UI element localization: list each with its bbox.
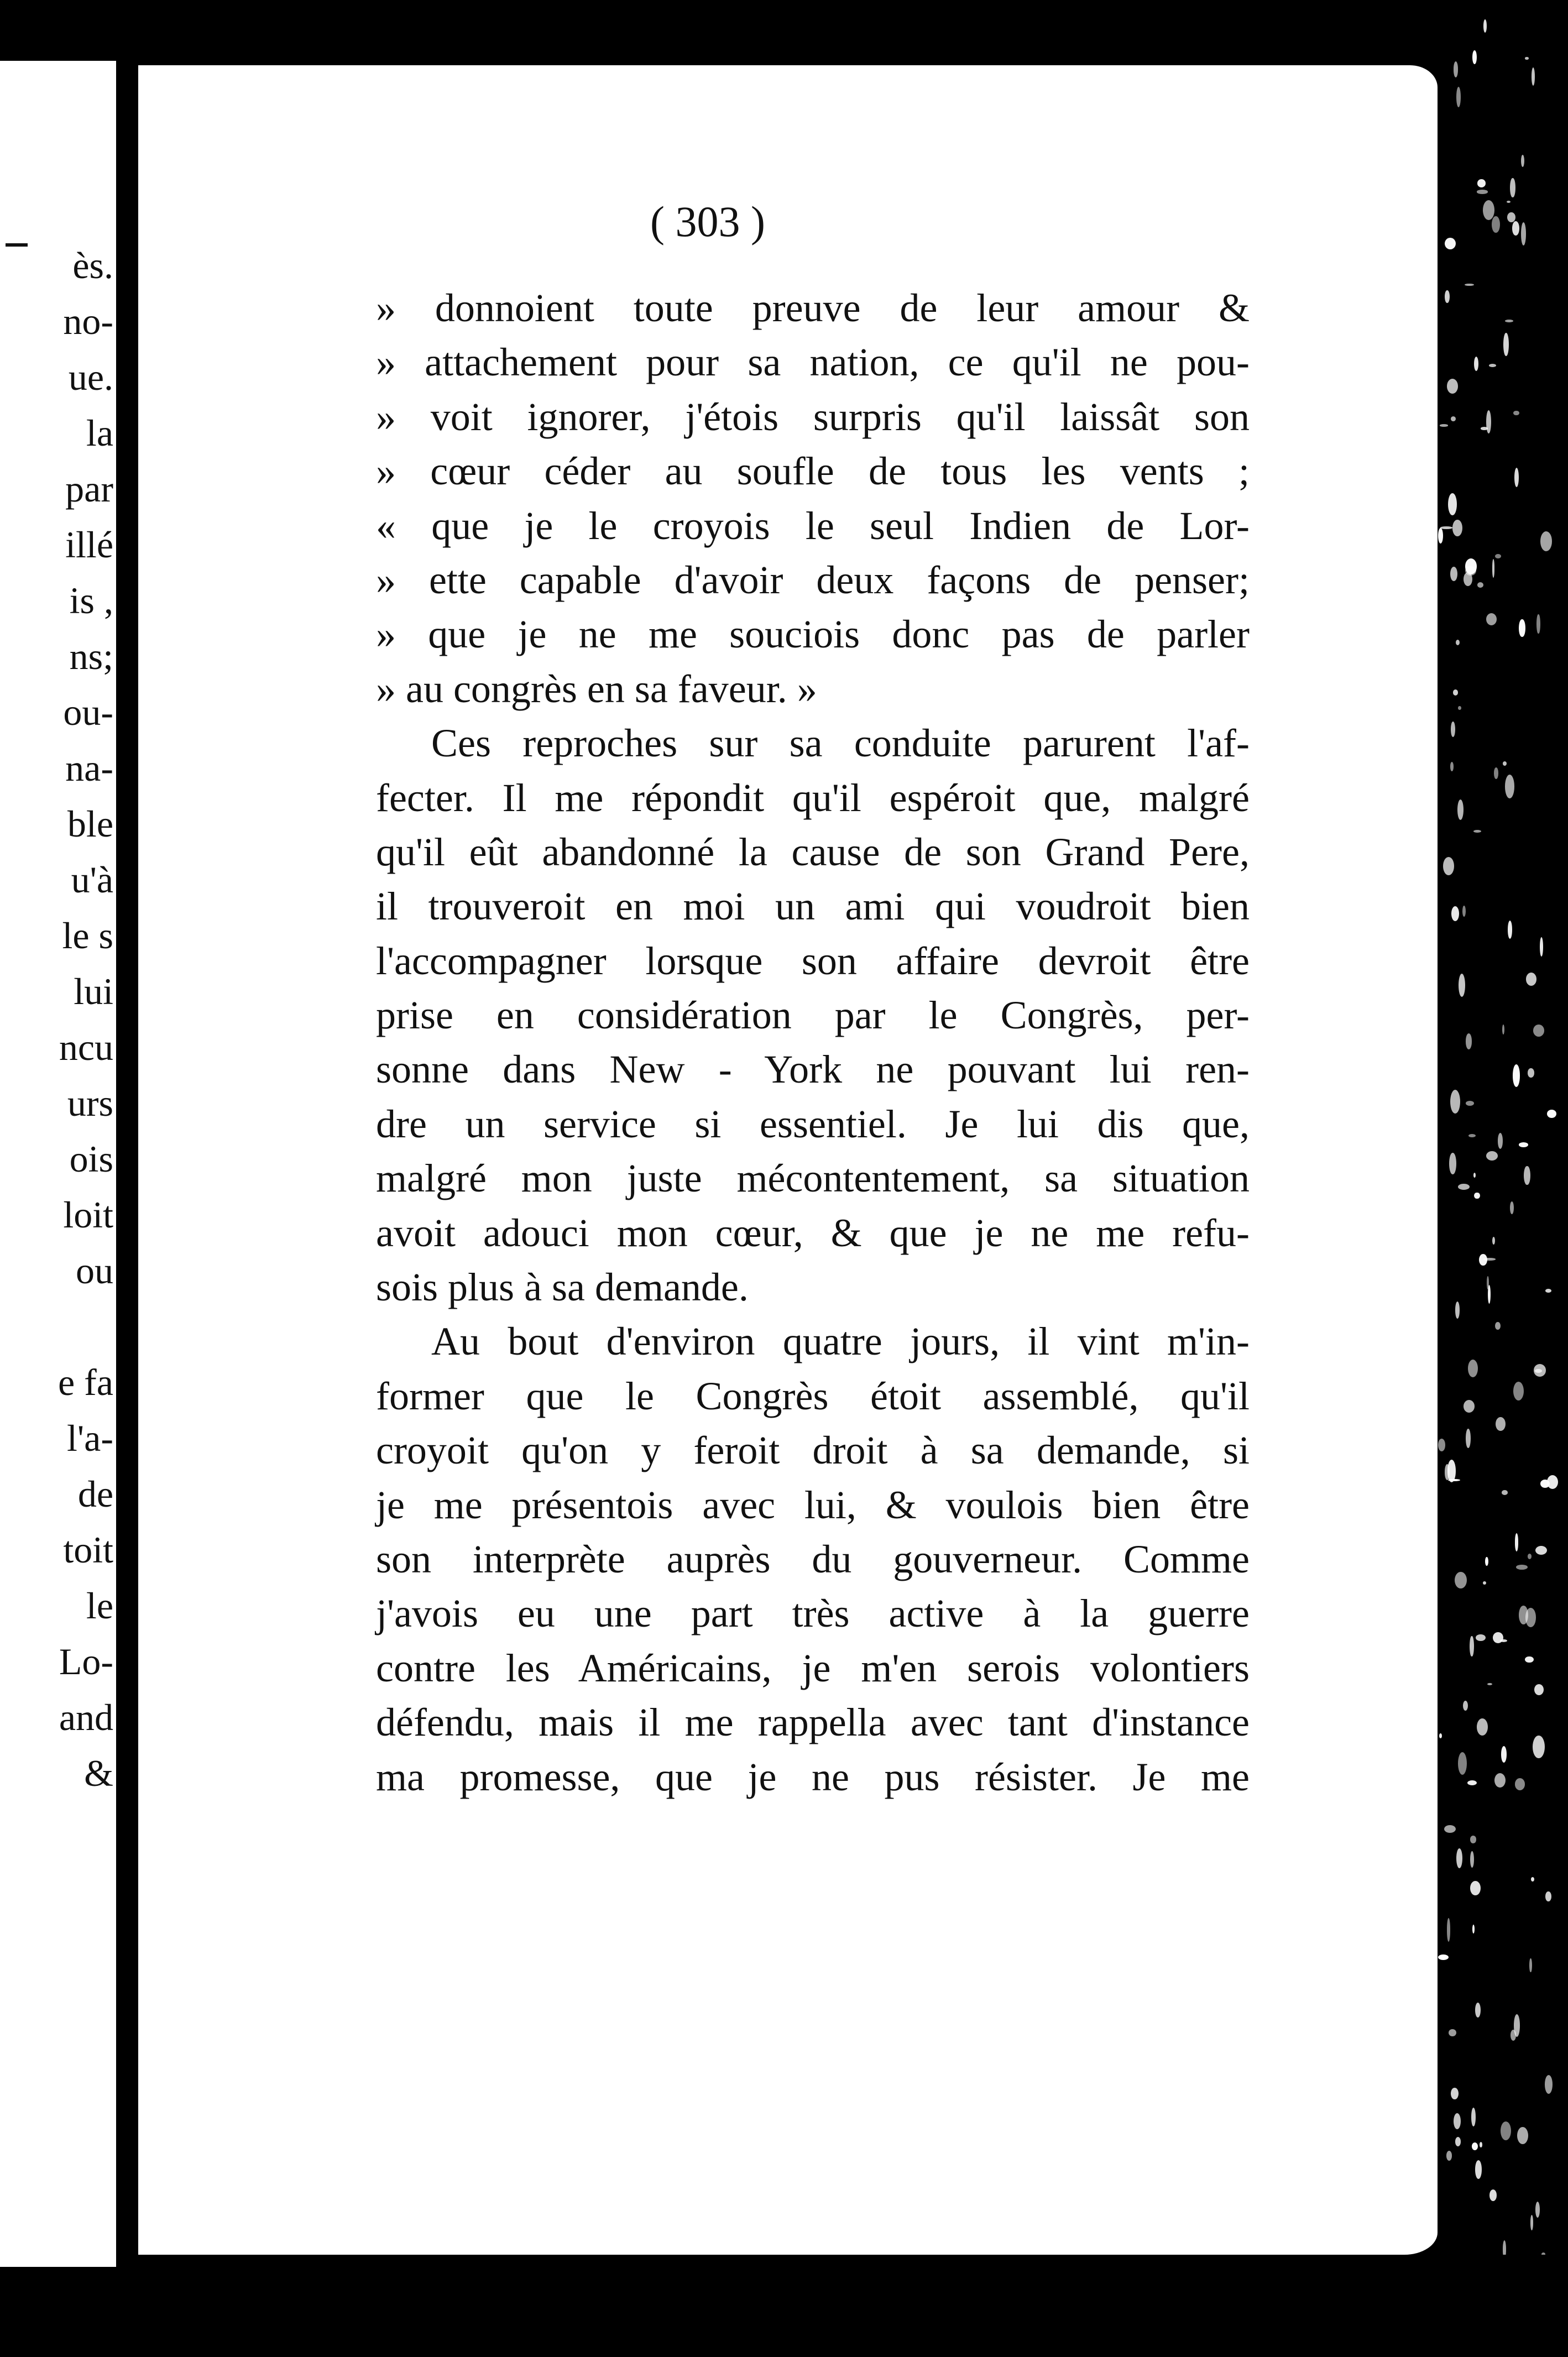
- scan-speck: [1525, 57, 1528, 60]
- facing-page-fragment: [0, 61, 116, 2267]
- scan-speck: [1508, 921, 1512, 939]
- scan-speck: [1475, 2003, 1481, 2018]
- scan-speck: [1489, 2189, 1497, 2201]
- text-line: » voit ignorer, j'étois surpris qu'il laissât son: [376, 394, 1250, 439]
- scan-speck: [1524, 1166, 1530, 1185]
- scan-speck: [1477, 190, 1488, 194]
- scan-speck: [1443, 857, 1454, 875]
- text-line: ma promesse, que je ne pus résister. Je me: [376, 1754, 1250, 1799]
- scan-speck: [1502, 1025, 1504, 1034]
- text-line: dre un service si essentiel. Je lui dis que,: [376, 1101, 1250, 1146]
- facing-page-fragment-line: ou-: [63, 691, 113, 733]
- text-line: son interprète auprès du gouverneur. Comme: [376, 1537, 1250, 1581]
- text-line: il trouveroit en moi un ami qui voudroit bien: [376, 884, 1250, 929]
- scan-speck: [1514, 468, 1519, 487]
- scan-speck: [1438, 1439, 1445, 1451]
- scan-speck: [1515, 1533, 1519, 1551]
- facing-page-fragment-line: is ,: [69, 579, 113, 621]
- text-line: « que je le croyois le seul Indien de Lor-: [376, 503, 1250, 548]
- text-line: prise en considération par le Congrès, per-: [376, 993, 1250, 1038]
- scan-speck: [1535, 2202, 1540, 2218]
- scan-speck: [1455, 1302, 1460, 1319]
- scan-speck: [1503, 333, 1508, 356]
- scan-speck: [1487, 1683, 1492, 1685]
- scan-right-edge: [1438, 0, 1568, 2357]
- facing-page-fragment-line: illé: [65, 524, 113, 566]
- facing-page-fragment-line: la: [86, 412, 113, 454]
- scan-speck: [1486, 410, 1491, 433]
- scan-speck: [1468, 1360, 1478, 1377]
- text-line: Au bout d'environ quatre jours, il vint m'in-: [431, 1319, 1250, 1364]
- text-line: malgré mon juste mécontentement, sa situation: [376, 1156, 1250, 1201]
- scan-speck: [1533, 1025, 1545, 1037]
- scan-speck: [1526, 973, 1536, 986]
- scan-speck: [1462, 906, 1466, 917]
- scan-speck: [1521, 155, 1524, 167]
- facing-page-fragment-line: ble: [67, 803, 113, 845]
- scan-speck: [1494, 1773, 1506, 1788]
- scan-speck: [1530, 2215, 1533, 2230]
- scan-speck: [1470, 1851, 1474, 1868]
- scan-speck: [1465, 284, 1474, 286]
- scan-speck: [1492, 216, 1500, 233]
- scan-speck: [1489, 364, 1497, 367]
- text-line: défendu, mais il me rappella avec tant d'instance: [376, 1700, 1250, 1745]
- scan-speck: [1456, 87, 1461, 107]
- text-line: » au congrès en sa faveur. »: [376, 666, 817, 711]
- scan-speck: [1475, 2160, 1482, 2179]
- scan-speck: [1451, 722, 1455, 738]
- text-line: » que je ne me souciois donc pas de parler: [376, 612, 1250, 657]
- scan-speck: [1450, 762, 1454, 771]
- scan-speck: [1540, 937, 1543, 957]
- text-line: l'accompagner lorsque son affaire devroit être: [376, 938, 1250, 983]
- scan-speck: [1512, 221, 1519, 235]
- scan-speck: [1533, 1736, 1544, 1758]
- scan-speck: [1452, 520, 1462, 536]
- scan-speck: [1456, 640, 1460, 645]
- scan-speck: [1536, 614, 1540, 634]
- scan-speck: [1472, 2142, 1478, 2150]
- scan-speck: [1486, 613, 1497, 625]
- scan-speck: [1528, 1554, 1532, 1559]
- facing-page-fragment-line: ncu: [59, 1026, 113, 1068]
- body-text: [376, 281, 1250, 1804]
- scan-speck: [1513, 411, 1519, 415]
- scan-speck: [1487, 1276, 1489, 1289]
- scan-speck: [1507, 201, 1510, 203]
- scan-speck: [1446, 2151, 1452, 2161]
- scan-speck: [1501, 1746, 1507, 1763]
- scan-speck: [1440, 526, 1452, 529]
- facing-page-fragment-line: ès.: [72, 244, 113, 286]
- facing-page-fragment-line: [0, 1299, 113, 1355]
- facing-page-fragment-line: and: [59, 1696, 113, 1738]
- scan-speck: [1480, 2142, 1483, 2147]
- page-number: ( 303 ): [650, 197, 765, 245]
- scan-speck: [1466, 1429, 1471, 1448]
- scan-speck: [1470, 1836, 1476, 1843]
- facing-page-fragment-line: ue.: [68, 356, 113, 398]
- scan-speck: [1457, 799, 1464, 820]
- scan-speck: [1466, 1033, 1472, 1049]
- scan-speck: [1449, 1153, 1456, 1174]
- scan-speck: [1503, 761, 1507, 766]
- scan-speck: [1495, 1322, 1501, 1330]
- scan-speck: [1545, 1289, 1552, 1293]
- scan-speck: [1513, 1382, 1524, 1400]
- scan-speck: [1468, 1134, 1476, 1137]
- text-line: sois plus à sa demande.: [376, 1265, 749, 1310]
- scan-speck: [1477, 179, 1486, 187]
- scan-speck: [1483, 1258, 1495, 1260]
- scan-speck: [1440, 424, 1449, 426]
- facing-page-fragment-line: l'a-: [67, 1417, 113, 1459]
- text-line: » ette capable d'avoir deux façons de penser;: [376, 557, 1250, 602]
- scan-speck: [1534, 1364, 1546, 1376]
- scan-speck: [1528, 1068, 1534, 1077]
- scan-speck: [1501, 2121, 1511, 2140]
- facing-page-fragment-line: le: [86, 1585, 113, 1627]
- scan-speck: [1458, 1184, 1470, 1190]
- facing-page-fragment-line: &: [84, 1752, 113, 1794]
- scan-speck: [1458, 1752, 1467, 1775]
- scan-speck: [1494, 767, 1499, 778]
- scan-speck: [1500, 1639, 1507, 1642]
- scan-speck: [1464, 1400, 1475, 1413]
- scan-speck: [1458, 706, 1461, 710]
- facing-page-fragment-line: ou: [76, 1250, 113, 1292]
- scan-speck: [1540, 531, 1552, 551]
- scan-speck: [1483, 200, 1494, 220]
- scan-speck: [1445, 238, 1456, 249]
- scan-speck: [1517, 2127, 1528, 2144]
- text-line: Ces reproches sur sa conduite parurent l'af-: [431, 721, 1250, 766]
- text-line: je me présentois avec lui, & voulois bien être: [376, 1482, 1250, 1527]
- text-line: » cœur céder au soufle de tous les vents ;: [376, 449, 1250, 494]
- scan-speck: [1454, 61, 1459, 77]
- scan-speck: [1438, 528, 1443, 543]
- scan-speck: [1474, 1193, 1480, 1199]
- scan-speck: [1476, 1634, 1486, 1641]
- scan-speck: [1505, 775, 1514, 798]
- text-line: contre les Américains, je m'en serois volontiers: [376, 1645, 1250, 1690]
- scan-speck: [1439, 1733, 1442, 1738]
- scan-speck: [1505, 320, 1513, 322]
- scan-speck: [1492, 1237, 1495, 1245]
- scan-speck: [1470, 1881, 1481, 1895]
- facing-page-fragment-line: le s: [62, 914, 113, 957]
- scan-speck: [1451, 416, 1456, 421]
- scan-speck: [1438, 1954, 1449, 1961]
- scan-speck: [1519, 619, 1525, 636]
- scan-speck: [1510, 178, 1515, 197]
- facing-page-fragment-line: na-: [65, 747, 113, 789]
- scan-speck: [1477, 1718, 1488, 1736]
- scan-speck: [1467, 1780, 1477, 1785]
- scan-speck: [1448, 493, 1457, 516]
- facing-page-fragment-line: ois: [69, 1138, 113, 1180]
- scan-speck: [1464, 572, 1472, 587]
- scan-speck: [1519, 1606, 1528, 1625]
- scan-speck: [1444, 1825, 1456, 1833]
- facing-page-fragment-line: de: [77, 1473, 113, 1515]
- scan-speck: [1474, 357, 1478, 371]
- scan-speck: [1451, 2088, 1459, 2099]
- scan-bottom-edge: [138, 2255, 1568, 2357]
- facing-page-fragment-line: u'à: [71, 859, 113, 901]
- scan-speck: [1496, 1417, 1505, 1431]
- scan-speck: [1455, 1572, 1467, 1588]
- scan-speck: [1473, 830, 1481, 833]
- scan-speck: [1498, 1133, 1503, 1149]
- book-gutter: [116, 0, 138, 2357]
- scan-speck: [1495, 554, 1501, 558]
- scan-speck: [1447, 1918, 1451, 1942]
- scan-speck: [1477, 582, 1483, 588]
- scan-speck: [1532, 67, 1535, 86]
- scan-speck: [1521, 222, 1526, 245]
- facing-page-fragment-line: Lo-: [59, 1640, 113, 1682]
- facing-page-fragment-line: ns;: [69, 635, 113, 677]
- scan-speck: [1516, 1565, 1527, 1570]
- facing-page-fragment-line: toit: [63, 1529, 113, 1571]
- facing-page-fragment-line: lui: [74, 970, 113, 1012]
- facing-page-line-ends: [0, 238, 113, 1801]
- scan-speck: [1534, 1684, 1544, 1695]
- scan-speck: [1502, 1490, 1508, 1495]
- text-line: » donnoient toute preuve de leur amour &: [376, 286, 1250, 330]
- scan-speck: [1545, 1891, 1551, 1901]
- scan-speck: [1445, 290, 1449, 303]
- scan-speck: [1483, 19, 1487, 32]
- scan-speck: [1472, 1925, 1475, 1934]
- scan-speck: [1456, 1848, 1462, 1868]
- scan-speck: [1531, 1877, 1534, 1882]
- scan-speck: [1510, 2030, 1516, 2041]
- scan-speck: [1455, 2137, 1461, 2146]
- scan-speck: [1525, 1656, 1534, 1663]
- facing-page-fragment-line: urs: [67, 1082, 113, 1124]
- scan-speck: [1492, 559, 1495, 578]
- scan-speck: [1529, 1958, 1532, 1972]
- scan-speck: [1535, 1546, 1547, 1555]
- scan-speck: [1510, 1201, 1514, 1214]
- text-line: croyoit qu'on y feroit droit à sa demande, si: [376, 1428, 1250, 1473]
- text-line: qu'il eût abandonné la cause de son Grand Pere,: [376, 829, 1250, 874]
- facing-page-fragment-line: par: [65, 468, 113, 510]
- scan-speck: [1463, 1701, 1468, 1711]
- scan-speck: [1453, 689, 1458, 695]
- scan-speck: [1515, 1778, 1525, 1790]
- book-page: [138, 65, 1438, 2255]
- scan-speck: [1472, 50, 1477, 64]
- text-line: fecter. Il me répondit qu'il espéroit que, malgré: [376, 775, 1250, 820]
- facing-page-fragment-line: e fa: [58, 1361, 113, 1403]
- text-line: former que le Congrès étoit assemblé, qu'il: [376, 1373, 1250, 1418]
- scan-speck: [1459, 974, 1465, 997]
- scan-speck: [1485, 1557, 1488, 1566]
- text-line: avoit adouci mon cœur, & que je ne me refu-: [376, 1210, 1250, 1255]
- scan-speck: [1470, 1636, 1473, 1657]
- scan-speck: [1454, 2113, 1461, 2129]
- facing-page-fragment-line: loit: [63, 1194, 113, 1236]
- scan-speck: [1451, 906, 1459, 921]
- facing-page-fragment-line: no-: [63, 300, 113, 342]
- scan-speck: [1545, 2075, 1553, 2094]
- scan-speck: [1486, 1151, 1498, 1161]
- scan-speck: [1447, 379, 1458, 394]
- scan-speck: [1507, 212, 1515, 222]
- scan-speck: [1483, 1581, 1486, 1585]
- scan-speck: [1513, 1064, 1520, 1086]
- scan-speck: [1519, 1142, 1528, 1147]
- scan-speck: [1466, 1101, 1474, 1106]
- text-line: » attachement pour sa nation, ce qu'il ne pou-: [376, 340, 1250, 385]
- scan-speck: [1547, 1110, 1556, 1118]
- scan-speck: [1473, 1173, 1476, 1178]
- scan-speck: [1449, 2029, 1456, 2036]
- text-line: sonne dans New - York ne pouvant lui ren-: [376, 1047, 1250, 1092]
- scan-speck: [1450, 567, 1457, 581]
- text-line: j'avois eu une part très active à la guerre: [376, 1591, 1250, 1636]
- scan-speck: [1471, 2108, 1476, 2126]
- scan-speck: [1450, 1090, 1460, 1114]
